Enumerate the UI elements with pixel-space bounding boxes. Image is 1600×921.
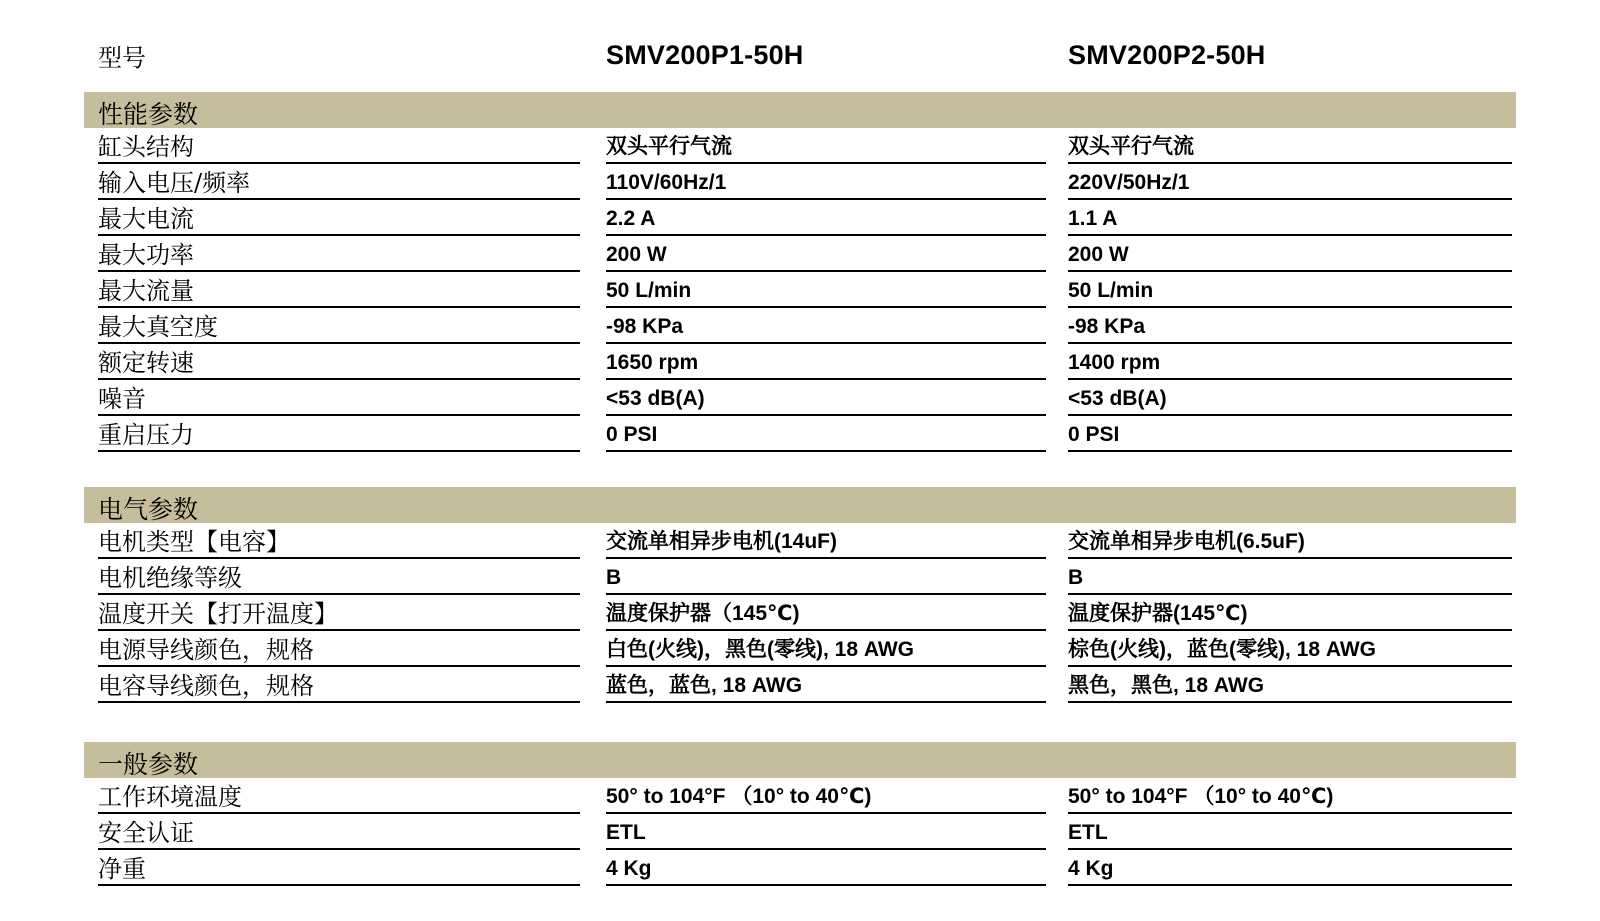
spec-value-model-1-cell xyxy=(606,344,1046,380)
spec-label-cell xyxy=(98,416,580,452)
spec-label: 工作环境温度 xyxy=(98,783,242,811)
spec-value-model-2-cell xyxy=(1068,380,1512,416)
spec-row xyxy=(0,308,1600,344)
spec-label-cell xyxy=(98,344,580,380)
spec-row xyxy=(0,631,1600,667)
spec-label: 安全认证 xyxy=(98,819,194,847)
section-header-band xyxy=(84,487,1516,523)
spec-label: 噪音 xyxy=(98,385,146,413)
spec-value-model-2-cell xyxy=(1068,128,1512,164)
spec-value-model-2-cell xyxy=(1068,164,1512,200)
spec-label-cell xyxy=(98,236,580,272)
spec-value-model-2: 50° to 104°F （10° to 40℃) xyxy=(1068,785,1334,808)
spec-label-cell xyxy=(98,631,580,667)
spec-value-model-2: -98 KPa xyxy=(1068,315,1146,338)
spec-value-model-1-cell xyxy=(606,814,1046,850)
spec-value-model-2: 棕色(火线)，蓝色(零线), 18 AWG xyxy=(1068,638,1376,661)
spec-value-model-1: 2.2 A xyxy=(606,207,656,230)
spec-value-model-2-cell xyxy=(1068,667,1512,703)
spec-label-cell xyxy=(98,523,580,559)
spec-value-model-2: ETL xyxy=(1068,821,1108,844)
spec-value-model-1: 50° to 104°F （10° to 40℃) xyxy=(606,785,872,808)
spec-value-model-2: 交流单相异步电机(6.5uF) xyxy=(1068,530,1305,553)
spec-value-model-1-cell xyxy=(606,380,1046,416)
spec-value-model-1: 蓝色，蓝色, 18 AWG xyxy=(606,674,803,697)
spec-row xyxy=(0,523,1600,559)
spec-row xyxy=(0,559,1600,595)
spec-label-cell xyxy=(98,128,580,164)
spec-value-model-2-cell xyxy=(1068,272,1512,308)
spec-row xyxy=(0,344,1600,380)
spec-value-model-1: B xyxy=(606,566,622,589)
section-header-band xyxy=(84,92,1516,128)
model-name-2: SMV200P2-50H xyxy=(1068,40,1266,70)
spec-value-model-2-cell xyxy=(1068,850,1512,886)
spec-row xyxy=(0,667,1600,703)
spec-value-model-1-cell xyxy=(606,595,1046,631)
spec-label: 缸头结构 xyxy=(98,133,194,161)
spec-value-model-2: 1.1 A xyxy=(1068,207,1118,230)
spec-value-model-1-cell xyxy=(606,523,1046,559)
spec-value-model-1-cell xyxy=(606,416,1046,452)
spec-label-cell xyxy=(98,595,580,631)
spec-value-model-1-cell xyxy=(606,631,1046,667)
section-title: 一般参数 xyxy=(98,750,199,779)
section-header-band xyxy=(84,742,1516,778)
spec-label: 净重 xyxy=(98,855,146,883)
spec-value-model-1: 50 L/min xyxy=(606,279,692,302)
spec-label-cell xyxy=(98,380,580,416)
spec-value-model-1: 白色(火线)，黑色(零线), 18 AWG xyxy=(606,638,914,661)
spec-value-model-1: 交流单相异步电机(14uF) xyxy=(606,530,837,553)
spec-value-model-2-cell xyxy=(1068,631,1512,667)
spec-value-model-1: -98 KPa xyxy=(606,315,684,338)
section-title: 电气参数 xyxy=(98,495,199,524)
spec-value-model-2-cell xyxy=(1068,236,1512,272)
spec-label: 输入电压/频率 xyxy=(98,169,251,197)
spec-value-model-2-cell xyxy=(1068,595,1512,631)
spec-value-model-2-cell xyxy=(1068,344,1512,380)
spec-value-model-1: 200 W xyxy=(606,243,667,266)
spec-value-model-2: 1400 rpm xyxy=(1068,351,1161,374)
spec-value-model-2: 220V/50Hz/1 xyxy=(1068,171,1190,194)
spec-row xyxy=(0,416,1600,452)
spec-value-model-2-cell xyxy=(1068,814,1512,850)
spec-label-cell xyxy=(98,200,580,236)
spec-value-model-1-cell xyxy=(606,164,1046,200)
spec-label: 额定转速 xyxy=(98,349,194,377)
spec-row xyxy=(0,850,1600,886)
spec-label: 电机绝缘等级 xyxy=(98,564,242,592)
spec-value-model-2-cell xyxy=(1068,523,1512,559)
spec-label: 最大功率 xyxy=(98,241,194,269)
model-header-label: 型号 xyxy=(98,44,146,72)
spec-row xyxy=(0,200,1600,236)
spec-label-cell xyxy=(98,850,580,886)
spec-value-model-2: 0 PSI xyxy=(1068,423,1120,446)
spec-row xyxy=(0,595,1600,631)
spec-value-model-2: 温度保护器(145℃) xyxy=(1068,602,1248,625)
spec-row xyxy=(0,164,1600,200)
spec-value-model-2-cell xyxy=(1068,308,1512,344)
spec-row xyxy=(0,128,1600,164)
spec-value-model-2: 50 L/min xyxy=(1068,279,1154,302)
spec-value-model-1: 110V/60Hz/1 xyxy=(606,171,727,194)
spec-value-model-1-cell xyxy=(606,559,1046,595)
spec-value-model-1: ETL xyxy=(606,821,646,844)
spec-label: 最大电流 xyxy=(98,205,194,233)
spec-value-model-1: 温度保护器（145℃) xyxy=(606,602,800,625)
spec-label-cell xyxy=(98,164,580,200)
spec-value-model-2-cell xyxy=(1068,559,1512,595)
spec-label: 最大真空度 xyxy=(98,313,218,341)
spec-value-model-1: 1650 rpm xyxy=(606,351,699,374)
spec-value-model-1-cell xyxy=(606,308,1046,344)
spec-label: 温度开关【打开温度】 xyxy=(98,600,338,628)
spec-row xyxy=(0,272,1600,308)
spec-row xyxy=(0,814,1600,850)
spec-value-model-2: B xyxy=(1068,566,1084,589)
spec-value-model-2: 4 Kg xyxy=(1068,857,1114,880)
spec-label: 重启压力 xyxy=(98,421,194,449)
spec-label-cell xyxy=(98,559,580,595)
spec-label: 最大流量 xyxy=(98,277,194,305)
spec-row xyxy=(0,380,1600,416)
spec-label: 电机类型【电容】 xyxy=(98,528,290,556)
spec-value-model-2: 黑色，黑色, 18 AWG xyxy=(1068,674,1265,697)
spec-label-cell xyxy=(98,778,580,814)
spec-value-model-2-cell xyxy=(1068,200,1512,236)
spec-value-model-2: 双头平行气流 xyxy=(1068,135,1194,158)
spec-value-model-2-cell xyxy=(1068,416,1512,452)
spec-label: 电容导线颜色，规格 xyxy=(98,672,314,700)
spec-label-cell xyxy=(98,308,580,344)
spec-label-cell xyxy=(98,272,580,308)
spec-value-model-1-cell xyxy=(606,272,1046,308)
spec-value-model-1: 0 PSI xyxy=(606,423,658,446)
spec-value-model-2: <53 dB(A) xyxy=(1068,387,1167,410)
spec-value-model-1-cell xyxy=(606,128,1046,164)
spec-value-model-2-cell xyxy=(1068,778,1512,814)
spec-value-model-1-cell xyxy=(606,236,1046,272)
spec-label: 电源导线颜色，规格 xyxy=(98,636,314,664)
spec-value-model-1: 4 Kg xyxy=(606,857,652,880)
spec-label-cell xyxy=(98,814,580,850)
spec-label-cell xyxy=(98,667,580,703)
spec-row xyxy=(0,778,1600,814)
spec-value-model-1-cell xyxy=(606,667,1046,703)
spec-value-model-1-cell xyxy=(606,200,1046,236)
spec-value-model-1-cell xyxy=(606,850,1046,886)
model-name-1: SMV200P1-50H xyxy=(606,40,804,70)
spec-value-model-1: <53 dB(A) xyxy=(606,387,705,410)
spec-row xyxy=(0,236,1600,272)
spec-value-model-1-cell xyxy=(606,778,1046,814)
section-title: 性能参数 xyxy=(98,100,199,129)
spec-value-model-2: 200 W xyxy=(1068,243,1129,266)
spec-value-model-1: 双头平行气流 xyxy=(606,135,732,158)
